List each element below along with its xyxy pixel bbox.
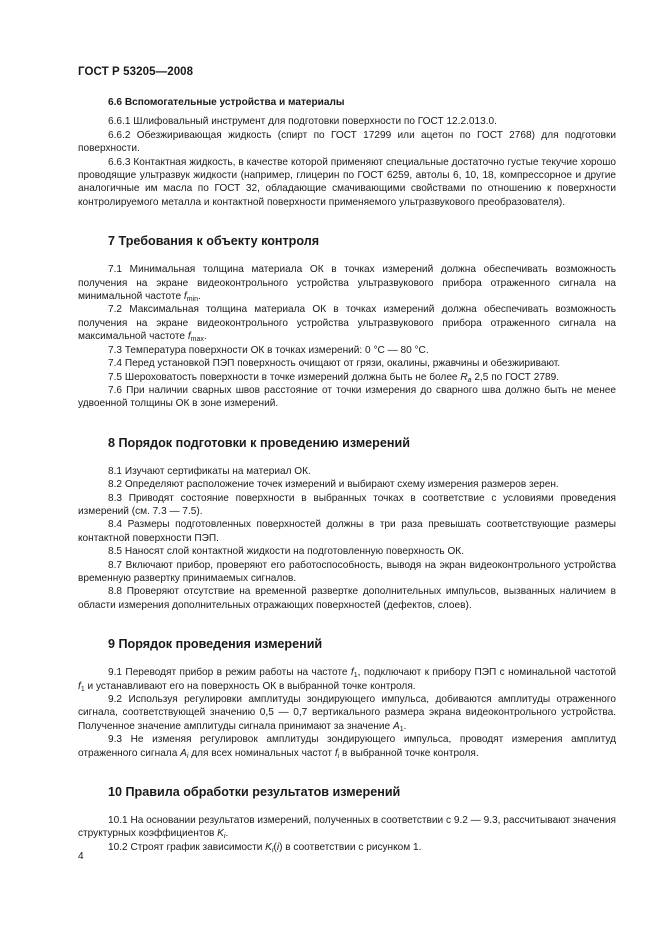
paragraph-8-2: 8.2 Определяют расположение точек измерений и выбирают схему измерения размеров зерен. [108,479,559,491]
paragraph-6-6-2: 6.6.2 Обезжиривающая жидкость (спирт по ГОСТ 17299 или ацетон по ГОСТ 2768) для подготовки поверхности. [78,129,616,155]
section-title-8: 8 Порядок подготовки к проведению измерений [108,435,410,450]
paragraph-10-1: 10.1 На основании результатов измерений, полученных в соответствии с 9.2 — 9.3, рассчитывают значения структурных коэффициентов $K_i$. [78,815,616,841]
section-title-7: 7 Требования к объекту контроля [108,234,320,249]
section-title-9: 9 Порядок проведения измерений [108,637,323,652]
paragraph-8-4: 8.4 Размеры подготовленных поверхностей должны в три раза превышать соответствующие размеры контактной поверхности ПЭП. [78,519,616,544]
paragraph-10-2: 10.2 Строят график зависимости $K_i(i)$ в соответствии с рисунком 1. [108,841,422,854]
section-title-10: 10 Правила обработки результатов измерений [108,785,401,800]
subsection-title-6-6: 6.6 Вспомогательные устройства и материалы [108,97,345,108]
page-number: 4 [78,851,84,862]
document-header: ГОСТ Р 53205—2008 [78,66,194,78]
document-body [78,96,616,854]
paragraph-9-1: 9.1 Переводят прибор в режим работы на частоте $f_1$, подключают к прибору ПЭП с номинальной частотой $f_1$ и устанавливают его на поверхность ОК в выбранной точке контроля. [78,667,616,693]
paragraph-6-6-3: 6.6.3 Контактная жидкость, в качестве которой применяют специальные достаточно густые текучие хорошо проводящие ультразвук жидкости (например, глицерин по ГОСТ 6259, автолы 6, 10, 18, компрессорное и другие аналогичные им масла по ГОСТ 32, обладающие смачивающими свойствами по отношению к поверхности контролируемого металла и контактной поверхности применяемого ультразвукового преобразователя). [78,156,616,208]
paragraph-7-6: 7.6 При наличии сварных швов расстояние от точки измерения до сварного шва должно быть не менее удвоенной толщины ОК в зоне измерений. [78,384,616,410]
paragraph-8-1: 8.1 Изучают сертификаты на материал ОК. [108,465,311,477]
paragraph-6-6-1: 6.6.1 Шлифовальный инструмент для подготовки поверхности по ГОСТ 12.2.013.0. [108,116,497,128]
paragraph-8-7: 8.7 Включают прибор, проверяют его работоспособность, выводя на экран видеоконтрольного устройства временную развертку принимаемых сигналов. [78,559,616,584]
paragraph-7-5: 7.5 Шероховатость поверхности в точке измерений должна быть не более $R_a$ 2,5 по ГОСТ 2789. [108,371,560,384]
paragraph-8-3: 8.3 Приводят состояние поверхности в выбранных точках в соответствие с условиями проведения измерений (см. 7.3 — 7.5). [78,492,616,517]
paragraph-9-2: 9.2 Используя регулировки амплитуды зондирующего импульса, добиваются амплитуды отраженного сигнала, соответствующей значению 0,5 — 0,7 вертикального размера экрана видеоконтрольного устройства. Полученное значение амплитуды сигнала принимают за значение $A_1$. [78,694,616,733]
paragraph-7-3: 7.3 Температура поверхности ОК в точках измерений: 0 °С — 80 °С. [108,344,429,356]
paragraph-7-2: 7.2 Максимальная толщина материала ОК в точках измерений должна обеспечивать возможность получения на экране видеоконтрольного устройства ультразвукового прибора отраженного сигнала на максимальной частоте $f_{max}$. [78,304,616,344]
paragraph-8-5: 8.5 Наносят слой контактной жидкости на подготовленную поверхность ОК. [108,546,464,558]
paragraph-7-1: 7.1 Минимальная толщина материала ОК в точках измерений должна обеспечивать возможность получения на экране видеоконтрольного устройства ультразвукового прибора отраженного сигнала на минимальной частоте $f_{min}$. [78,264,616,304]
paragraph-9-3: 9.3 Не изменяя регулировок амплитуды зондирующего импульса, проводят измерения амплитуд отраженного сигнала $A_i$ для всех номинальных частот $f_i$ в выбранной точке контроля. [78,734,616,760]
paragraph-7-4: 7.4 Перед установкой ПЭП поверхность очищают от грязи, окалины, ржавчины и обезжиривают. [108,358,561,370]
paragraph-8-8: 8.8 Проверяют отсутствие на временной развертке дополнительных импульсов, вызванных наличием в области измерения дополнительных отражающих поверхностей (дефектов, слоев). [78,586,616,611]
